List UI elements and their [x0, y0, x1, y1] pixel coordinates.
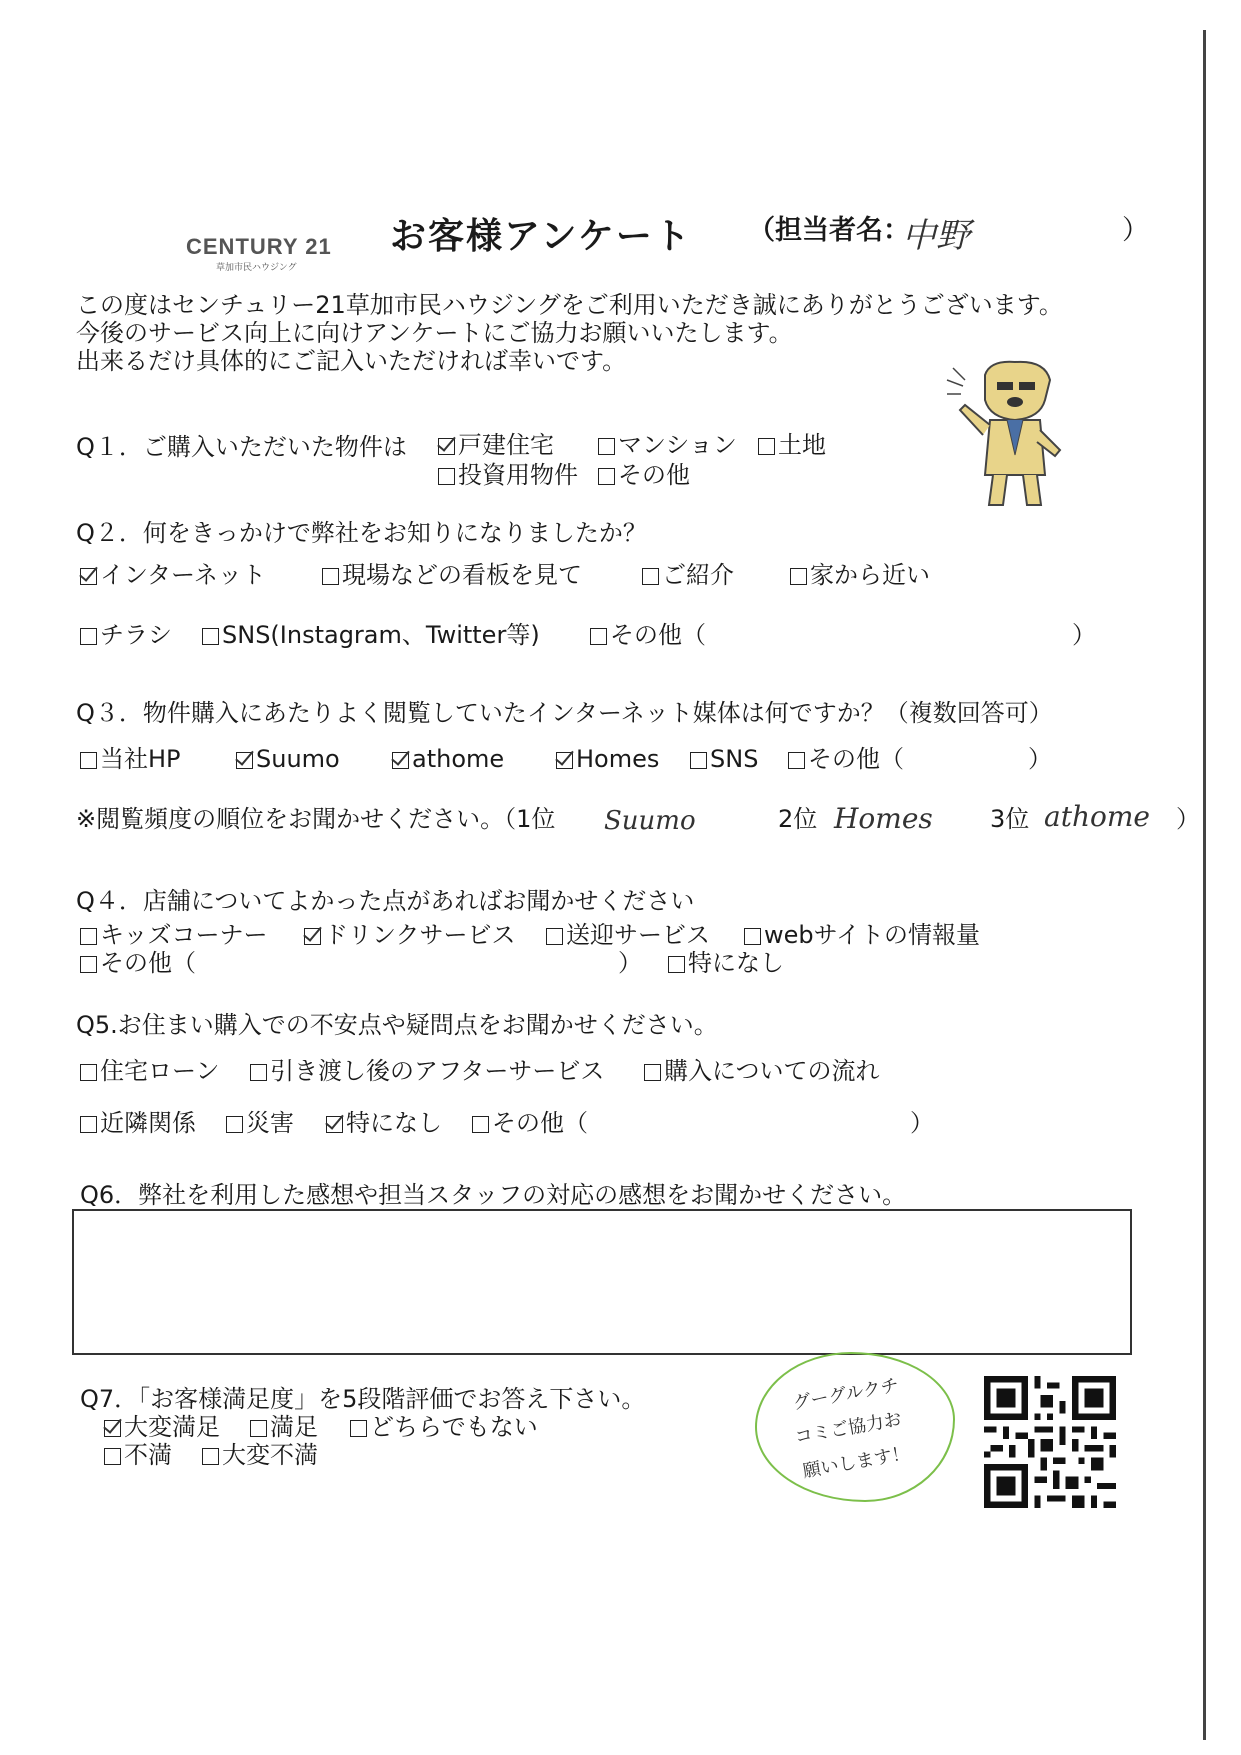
q7-option-label: 不満 — [124, 1441, 172, 1469]
q4-option-label: webサイトの情報量 — [764, 921, 980, 949]
mascot-illustration — [945, 360, 1075, 514]
checkbox-icon[interactable] — [644, 1064, 661, 1081]
q7-option-neutral[interactable] — [350, 1412, 538, 1442]
q1-option-label: 土地 — [778, 431, 826, 459]
q3-rank2-label: 2位 — [778, 805, 818, 833]
q4-option-label: 特になし — [688, 949, 784, 977]
q3-rank-close: ） — [1176, 805, 1200, 833]
checkbox-icon[interactable] — [80, 752, 97, 769]
checkbox-icon[interactable] — [642, 568, 659, 585]
q2-option-signboard[interactable] — [322, 560, 582, 590]
q3-option-sns[interactable] — [690, 744, 758, 774]
page-title: お客様アンケート — [390, 216, 692, 257]
q7-option-dissatisfied[interactable] — [104, 1440, 172, 1470]
q1-option-investment[interactable] — [438, 460, 578, 490]
intro-line-3: 出来るだけ具体的にご記入いただければ幸いです。 — [76, 347, 627, 375]
q7-option-label: 大変満足 — [124, 1413, 220, 1441]
checkbox-icon[interactable] — [304, 928, 321, 945]
checkbox-icon[interactable] — [668, 956, 685, 973]
q5-option-other[interactable] — [472, 1108, 588, 1138]
q1-option-label: 戸建住宅 — [458, 431, 554, 459]
staff-name: 中野 — [902, 216, 970, 256]
q3-option-athome[interactable] — [392, 744, 504, 774]
q7-option-label: 満足 — [270, 1413, 318, 1441]
intro-line-1: この度はセンチュリー21草加市民ハウジングをご利用いただき誠にありがとうございます。 — [76, 291, 1063, 319]
checkbox-icon[interactable] — [104, 1420, 121, 1437]
q4-option-shuttle[interactable] — [546, 920, 710, 950]
q2-option-label: 家から近い — [810, 561, 930, 589]
q3-other-close: ） — [1028, 745, 1052, 773]
q2-option-sns[interactable] — [202, 620, 540, 650]
q7-option-very-dissatisfied[interactable] — [202, 1440, 318, 1470]
q7-option-label: 大変不満 — [222, 1441, 318, 1469]
checkbox-icon[interactable] — [250, 1420, 267, 1437]
q4-label: Q４．店舗についてよかった点があればお聞かせください — [76, 887, 695, 915]
checkbox-icon[interactable] — [202, 628, 219, 645]
q3-option-suumo[interactable] — [236, 744, 340, 774]
q1-option-land[interactable] — [758, 430, 826, 460]
q5-option-label: 購入についての流れ — [664, 1057, 880, 1085]
logo-text: CENTURY 21 — [186, 234, 332, 259]
q5-option-loan[interactable] — [80, 1056, 220, 1086]
checkbox-icon[interactable] — [744, 928, 761, 945]
q2-option-label: インターネット — [100, 561, 266, 589]
q4-option-label: キッズコーナー — [100, 921, 268, 949]
q7-option-very-satisfied[interactable] — [104, 1412, 220, 1442]
bubble-line-1: グーグルクチ — [791, 1374, 901, 1415]
q2-label: Q２．何をきっかけで弊社をお知りになりましたか？ — [76, 519, 647, 547]
checkbox-icon[interactable] — [392, 752, 409, 769]
checkbox-icon[interactable] — [438, 438, 455, 455]
checkbox-icon[interactable] — [80, 568, 97, 585]
checkbox-icon[interactable] — [236, 752, 253, 769]
q3-rank2-value: Homes — [834, 802, 933, 835]
q6-label: Q6．弊社を利用した感想や担当スタッフの対応の感想をお聞かせください。 — [80, 1181, 907, 1209]
q5-option-label: 住宅ローン — [100, 1057, 220, 1085]
checkbox-icon[interactable] — [590, 628, 607, 645]
q3-label: Q３．物件購入にあたりよく閲覧していたインターネット媒体は何ですか？（複数回答可） — [76, 699, 1053, 727]
q5-option-after-service[interactable] — [250, 1056, 604, 1086]
q2-option-flyer[interactable] — [80, 620, 172, 650]
q5-option-neighbors[interactable] — [80, 1108, 196, 1138]
q3-rank3-label: 3位 — [990, 805, 1030, 833]
checkbox-icon[interactable] — [250, 1064, 267, 1081]
q7-option-satisfied[interactable] — [250, 1412, 318, 1442]
q4-option-kids-corner[interactable] — [80, 920, 268, 950]
checkbox-icon[interactable] — [788, 752, 805, 769]
q3-rank-label: ※閲覧頻度の順位をお聞かせください。（1位 — [76, 805, 556, 833]
q3-option-label: 当社HP — [100, 745, 181, 773]
q3-option-label: Suumo — [256, 745, 340, 773]
q5-option-label: 特になし — [346, 1109, 442, 1137]
q2-other-close: ） — [1072, 621, 1096, 649]
checkbox-icon[interactable] — [226, 1116, 243, 1133]
q3-option-label: その他（ — [808, 745, 904, 773]
q1-option-mansion[interactable] — [598, 430, 737, 460]
q1-option-label: その他 — [618, 461, 690, 489]
q2-option-label: チラシ — [100, 621, 172, 649]
q4-other-close: ） — [618, 949, 642, 977]
checkbox-icon[interactable] — [350, 1420, 367, 1437]
intro-line-2: 今後のサービス向上に向けアンケートにご協力お願いいたします。 — [76, 319, 793, 347]
staff-close: ） — [1122, 215, 1149, 246]
q2-option-label: その他（ — [610, 621, 706, 649]
q3-option-label: Homes — [576, 745, 660, 773]
q7-label: Q7．「お客様満足度」を5段階評価でお答え下さい。 — [80, 1385, 646, 1413]
q3-option-label: SNS — [710, 745, 759, 773]
checkbox-icon[interactable] — [598, 468, 615, 485]
checkbox-icon[interactable] — [80, 928, 97, 945]
q4-option-drink-service[interactable] — [304, 920, 516, 950]
q7-option-label: どちらでもない — [370, 1413, 538, 1441]
checkbox-icon[interactable] — [758, 438, 775, 455]
checkbox-icon[interactable] — [104, 1448, 121, 1465]
q4-option-label: ドリンクサービス — [324, 921, 516, 949]
logo — [186, 234, 332, 273]
q3-rank1-value: Suumo — [604, 806, 696, 836]
q4-option-nothing[interactable] — [668, 948, 784, 978]
checkbox-icon[interactable] — [546, 928, 563, 945]
q4-option-other[interactable] — [80, 948, 196, 978]
checkbox-icon[interactable] — [80, 628, 97, 645]
q5-other-close: ） — [910, 1109, 934, 1137]
q1-option-label: 投資用物件 — [458, 461, 578, 489]
q6-answer-box[interactable] — [72, 1209, 1132, 1355]
checkbox-icon[interactable] — [556, 752, 573, 769]
q5-option-label: 近隣関係 — [100, 1109, 196, 1137]
checkbox-icon[interactable] — [202, 1448, 219, 1465]
q2-option-near-home[interactable] — [790, 560, 930, 590]
q2-option-label: ご紹介 — [662, 561, 734, 589]
q3-option-company-hp[interactable] — [80, 744, 181, 774]
q2-option-label: SNS(Instagram、Twitter等) — [222, 621, 540, 649]
q5-option-label: その他（ — [492, 1109, 588, 1137]
q3-option-homes[interactable] — [556, 744, 659, 774]
q2-option-other[interactable] — [590, 620, 706, 650]
q5-option-label: 引き渡し後のアフターサービス — [270, 1057, 605, 1085]
qr-code-icon[interactable] — [984, 1376, 1116, 1512]
q4-option-website[interactable] — [744, 920, 980, 950]
q5-option-label: 災害 — [246, 1109, 294, 1137]
q1-option-label: マンション — [618, 431, 737, 459]
q2-option-internet[interactable] — [80, 560, 266, 590]
checkbox-icon[interactable] — [598, 438, 615, 455]
q1-label: Q１．ご購入いただいた物件は — [76, 433, 407, 461]
q2-option-referral[interactable] — [642, 560, 734, 590]
q3-rank3-value: athome — [1044, 800, 1150, 833]
staff-label: （担当者名： — [748, 215, 910, 246]
q4-option-label: 送迎サービス — [566, 921, 710, 949]
q1-option-other[interactable] — [598, 460, 690, 490]
q4-option-label: その他（ — [100, 949, 196, 977]
checkbox-icon[interactable] — [322, 568, 339, 585]
bubble-line-3: 願いします！ — [801, 1442, 912, 1483]
logo-subtext: 草加市民ハウジング — [216, 263, 297, 273]
checkbox-icon[interactable] — [80, 1064, 97, 1081]
checkbox-icon[interactable] — [690, 752, 707, 769]
q5-option-purchase-flow[interactable] — [644, 1056, 880, 1086]
checkbox-icon[interactable] — [80, 1116, 97, 1133]
checkbox-icon[interactable] — [438, 468, 455, 485]
scan-edge-line — [1203, 30, 1206, 1740]
checkbox-icon[interactable] — [790, 568, 807, 585]
checkbox-icon[interactable] — [472, 1116, 489, 1133]
bubble-line-2: コミご協力お — [793, 1408, 904, 1449]
q3-option-label: athome — [412, 745, 505, 773]
q3-option-other[interactable] — [788, 744, 904, 774]
checkbox-icon[interactable] — [326, 1116, 343, 1133]
q1-option-detached[interactable] — [438, 430, 554, 460]
checkbox-icon[interactable] — [80, 956, 97, 973]
q2-option-label: 現場などの看板を見て — [342, 561, 582, 589]
q5-label: Q5.お住まい購入での不安点や疑問点をお聞かせください。 — [76, 1011, 718, 1039]
q5-option-disaster[interactable] — [226, 1108, 294, 1138]
q5-option-nothing[interactable] — [326, 1108, 442, 1138]
